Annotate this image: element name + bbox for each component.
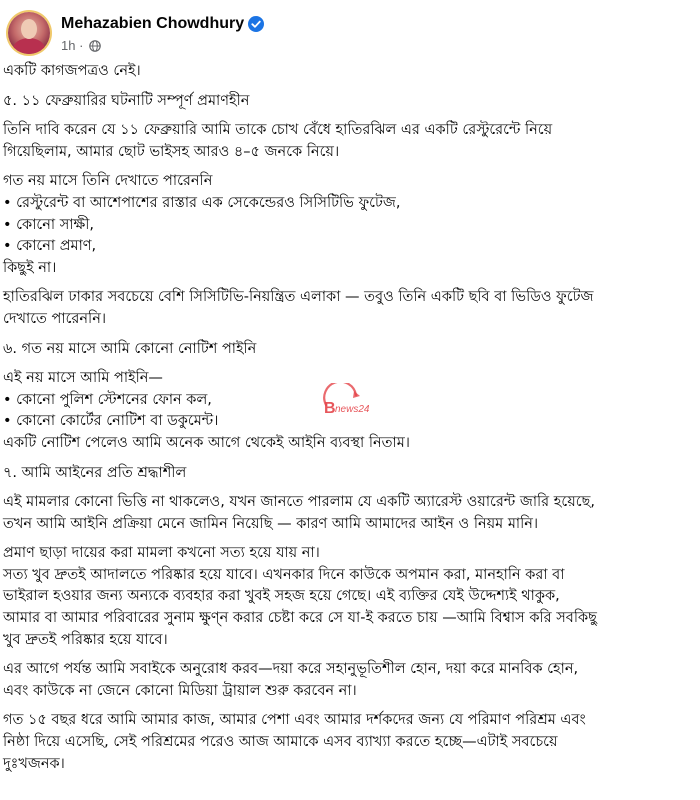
post-line: খুব দ্রুতই পরিষ্কার হয়ে যাবে। [3, 631, 168, 648]
post-header [0, 0, 700, 64]
bullet-item: • কোনো পুলিশ স্টেশনের ফোন কল, [3, 391, 212, 408]
post-line: একটি কাগজপত্রও নেই। [3, 63, 141, 79]
post-line: গত নয় মাসে তিনি দেখাতে পারেননি [3, 173, 213, 190]
avatar[interactable] [8, 12, 50, 54]
section-heading: ৫. ১১ ফেব্রুয়ারির ঘটনাটি সম্পূর্ণ প্রমাণহীন [3, 92, 250, 109]
post-line: প্রমাণ ছাড়া দায়ের করা মামলা কখনো সত্য হয়ে যায় না। [3, 545, 320, 562]
post-line: এই নয় মাসে আমি পাইনি— [3, 370, 163, 387]
post-line: সত্য খুব দ্রুতই আদালতে পরিষ্কার হয়ে যাবে। এখনকার দিনে কাউকে অপমান করা, মানহানি করা বা [3, 566, 565, 583]
post-line: এর আগে পর্যন্ত আমি সবাইকে অনুরোধ করব—দয়া করে সহানুভূতিশীল হোন, দয়া করে মানবিক হোন, [3, 661, 579, 678]
bullet-item: • রেস্টুরেন্ট বা আশেপাশের রাস্তার এক সেকেন্ডেরও সিসিটিভি ফুটেজ, [3, 194, 401, 211]
bnews24-watermark [318, 383, 378, 423]
avatar-face [21, 19, 37, 39]
svg-text:B: B [324, 400, 336, 417]
post-line: দুঃখজনক। [3, 755, 65, 772]
post-line: ভাইরাল হওয়ার জন্য অন্যকে ব্যবহার করা খুবই সহজ হয়ে গেছে। এই ব্যক্তির যেই উদ্দেশ্যই থাকুক, [3, 588, 560, 605]
post-line: আমার বা আমার পরিবারের সুনাম ক্ষুণ্ন করার চেষ্টা করে সে যা-ই করতে চায় —আমি বিশ্বাস করি সবকিছু [3, 610, 597, 627]
section-heading: ৭. আমি আইনের প্রতি শ্রদ্ধাশীল [3, 464, 187, 481]
globe-icon [89, 40, 101, 52]
bullet-item: • কোনো প্রমাণ, [3, 238, 97, 255]
avatar-dress [13, 38, 45, 54]
bullet-item: • কোনো সাক্ষী, [3, 216, 94, 233]
post-line: কিছুই না। [3, 259, 57, 276]
post-line: দেখাতে পারেননি। [3, 310, 107, 327]
verified-badge-icon [248, 16, 264, 32]
post-meta [61, 38, 83, 53]
post-line: হাতিরঝিল ঢাকার সবচেয়ে বেশি সিসিটিভি-নিয়ন্ত্রিত এলাকা — তবুও তিনি একটি ছবি বা ভিডিও ফুটেজ [3, 289, 594, 306]
post-line: তিনি দাবি করেন যে ১১ ফেব্রুয়ারি আমি তাকে চোখ বেঁধে হাতিরঝিল এর একটি রেস্টুরেন্টে নিয়ে [3, 122, 553, 139]
post-line: এই মামলার কোনো ভিত্তি না থাকলেও, যখন জানতে পারলাম যে একটি অ্যারেস্ট ওয়ারেন্ট জারি হয়েছে, [3, 494, 595, 511]
meta-separator: · [79, 38, 84, 53]
post-line: গত ১৫ বছর ধরে আমি আমার কাজ, আমার পেশা এবং আমার দর্শকদের জন্য যে পরিমাণ পরিশ্রম এবং [3, 712, 586, 729]
post-line: নিষ্ঠা দিয়ে এসেছি, সেই পরিশ্রমের পরেও আজ আমাকে এসব ব্যাখ্যা করতে হচ্ছে—এটাই সবচেয়ে [3, 734, 558, 751]
post-line: এবং কাউকে না জেনে কোনো মিডিয়া ট্রায়াল শুরু করবেন না। [3, 682, 357, 699]
section-heading: ৬. গত নয় মাসে আমি কোনো নোটিশ পাইনি [3, 340, 257, 357]
bullet-item: • কোনো কোর্টের নোটিশ বা ডকুমেন্ট। [3, 413, 219, 430]
author-name[interactable]: Mehazabien Chowdhury [61, 15, 245, 32]
post-line: একটি নোটিশ পেলেও আমি অনেক আগে থেকেই আইনি ব্যবস্থা নিতাম। [3, 434, 410, 451]
post-line: তখন আমি আইনি প্রক্রিয়া মেনে জামিন নিয়েছি — কারণ আমি আমাদের আইন ও নিয়ম মানি। [3, 515, 539, 532]
watermark-text: news24 [335, 404, 370, 415]
post-timestamp[interactable]: 1h [61, 38, 76, 53]
post-line: গিয়েছিলাম, আমার ছোট ভাইসহ আরও ৪–৫ জনকে নিয়ে। [3, 143, 340, 160]
